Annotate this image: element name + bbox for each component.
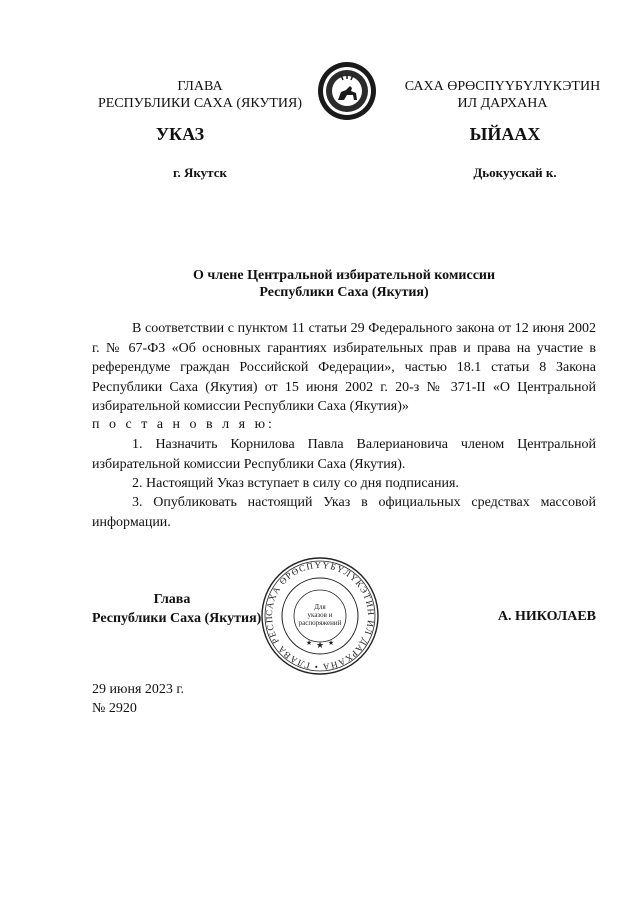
- signature-title: [92, 590, 272, 628]
- item-2: 2. Настоящий Указ вступает в силу со дня подписания.: [132, 476, 459, 491]
- seal-center-line2: указов и: [307, 611, 333, 619]
- seal-ring-text: САХА ӨРӨСПҮҮБҮЛҮКЭТИН ИЛ ДАРХАНА • ГЛАВА РЕСП: [263, 559, 377, 673]
- coat-of-arms-emblem: [316, 60, 378, 122]
- header-left-line1: ГЛАВА: [177, 79, 223, 94]
- signature-title-line1: Глава: [153, 592, 191, 607]
- header-right-line2: ИЛ ДАРХАНА: [457, 96, 548, 111]
- intro-paragraph: [92, 319, 596, 417]
- header-left: [70, 78, 330, 112]
- footer: [92, 680, 184, 718]
- doc-type-ru: УКАЗ: [155, 124, 205, 144]
- title-line2: Республики Саха (Якутия): [259, 285, 429, 300]
- item-3: 3. Опубликовать настоящий Указ в официальных средствах массовой информации.: [92, 495, 596, 530]
- city-ru: г. Якутск: [173, 165, 227, 180]
- item-1: 1. Назначить Корнилова Павла Валериановича членом Центральной избирательной комиссии Республики Саха (Якутия).: [92, 437, 596, 472]
- decree-word: п о с т а н о в л я ю:: [92, 417, 275, 432]
- title-line1: О члене Центральной избирательной комиссии: [192, 268, 496, 283]
- signature-title-line2: Республики Саха (Якутия): [92, 611, 262, 626]
- doc-type-sakha: ЫЙААХ: [469, 124, 541, 144]
- svg-text:★: ★: [315, 640, 325, 650]
- header-right-line1: САХА ӨРӨСПҮҮБҮЛҮКЭТИН: [404, 79, 601, 94]
- svg-text:★: ★: [305, 639, 313, 647]
- signatory-name: А. НИКОЛАЕВ: [497, 609, 596, 624]
- document-title: [92, 267, 596, 301]
- city-sakha: Дьокуускай к.: [473, 165, 557, 180]
- official-seal-stamp: [259, 555, 381, 677]
- svg-text:★: ★: [327, 639, 335, 647]
- header-left-line2: РЕСПУБЛИКИ САХА (ЯКУТИЯ): [97, 96, 303, 111]
- decree-date: 29 июня 2023 г.: [92, 682, 185, 697]
- header-right: [385, 78, 620, 112]
- intro-text: В соответствии с пунктом 11 статьи 29 Федерального закона от 12 июня 2002 г. № 67-ФЗ «Об основных гарантиях избирательных прав и права на участие в референдуме граждан Российской Федерации», частью 18.1 статьи 8 Закона Республики Саха (Якутия) от 15 июня 2002 г. 20-з № 371-II «О Центральной избирательной комиссии Республики Саха (Якутия)»: [92, 321, 596, 414]
- decree-number: № 2920: [92, 701, 137, 716]
- seal-center-line3: распоряжений: [298, 619, 342, 627]
- seal-center-line1: Для: [314, 603, 326, 611]
